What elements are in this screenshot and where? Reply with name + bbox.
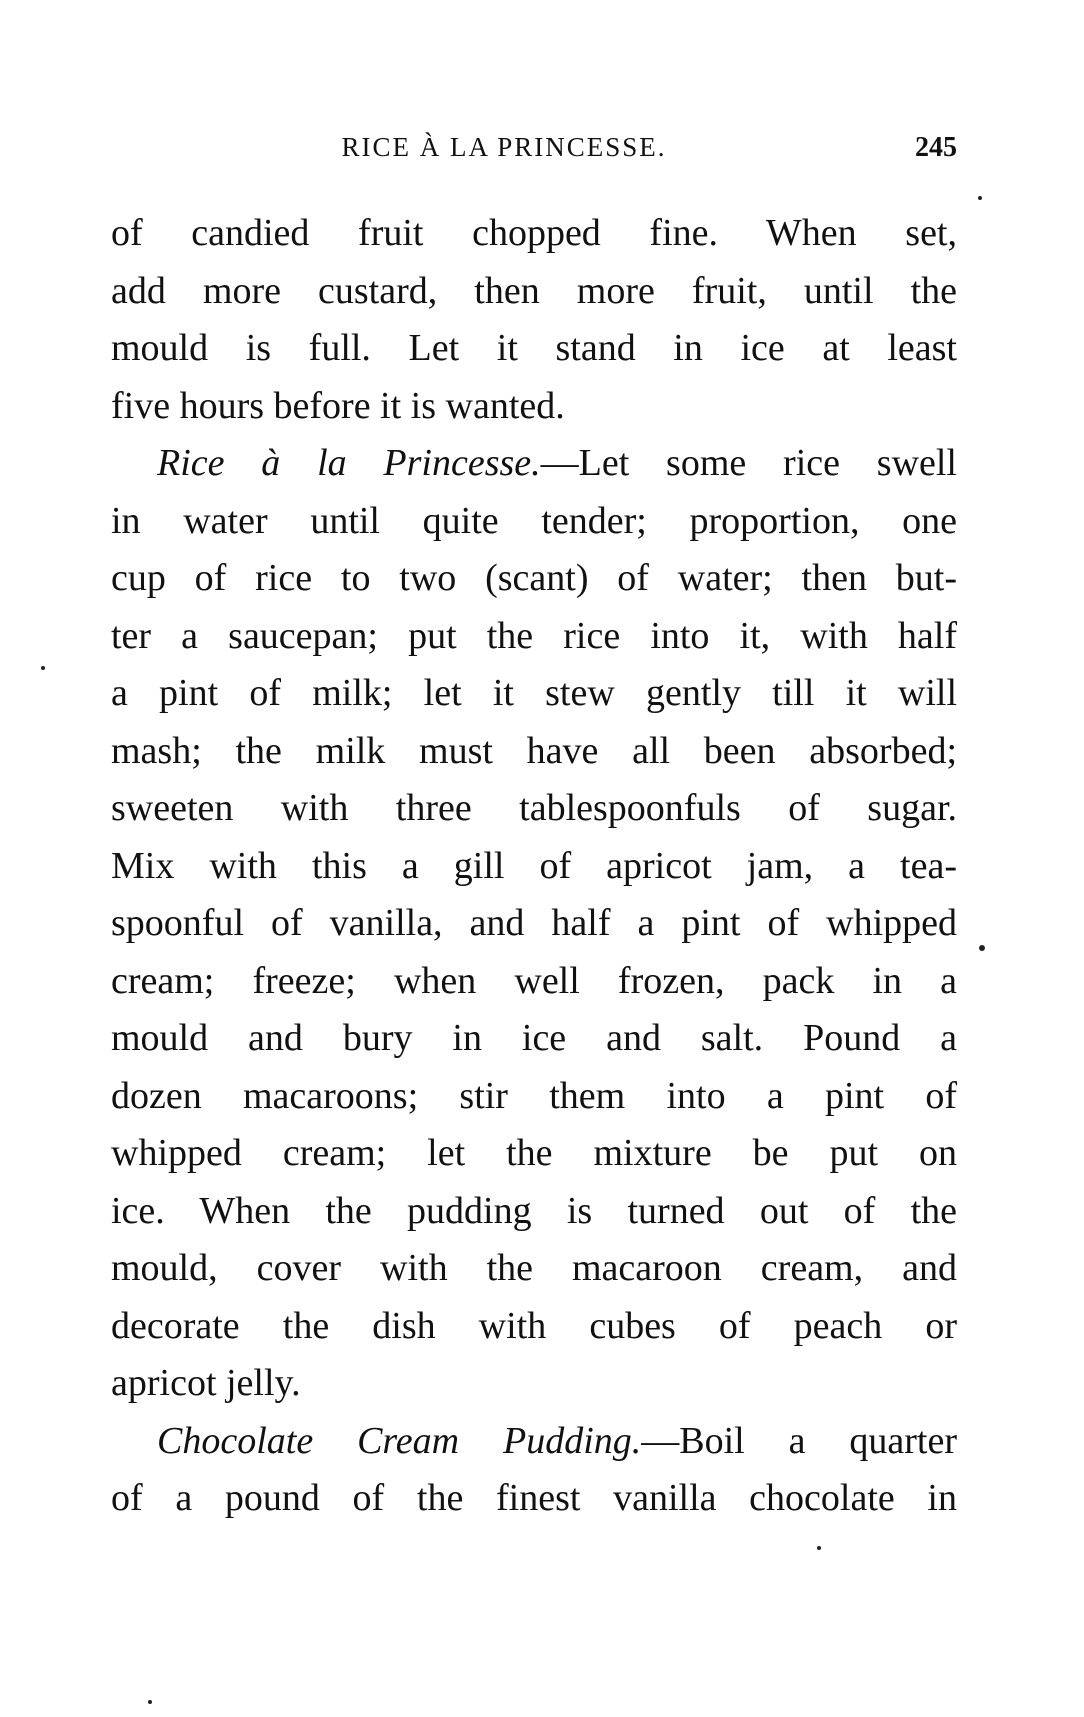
text-line: ter a saucepan; put the rice into it, with half — [111, 614, 957, 657]
text-line: dozen macaroons; stir them into a pint of — [111, 1074, 957, 1117]
text-line: of a pound of the finest vanilla chocolate in — [111, 1477, 957, 1519]
text-line: cup of rice to two (scant) of water; then but- — [111, 557, 957, 599]
text-line: Mix with this a gill of apricot jam, a tea- — [111, 844, 957, 887]
text-line: cream; freeze; when well frozen, pack in a — [111, 959, 957, 1002]
scan-speck — [979, 945, 985, 951]
text-line: of candied fruit chopped fine. When set, — [111, 212, 957, 254]
text-line: mould, cover with the macaroon cream, and — [111, 1247, 957, 1289]
text-line: a pint of milk; let it stew gently till it will — [111, 672, 957, 714]
running-title: RICE À LA PRINCESSE. — [341, 132, 667, 162]
page-header — [111, 132, 957, 172]
text-line: —Boil a quarter — [641, 1419, 957, 1462]
text-line: spoonful of vanilla, and half a pint of whipped — [111, 902, 957, 944]
text-line: whipped cream; let the mixture be put on — [111, 1132, 957, 1174]
text-line: five hours before it is wanted. — [111, 384, 565, 427]
text-line: add more custard, then more fruit, until the — [111, 269, 957, 312]
recipe-title-chocolate: Chocolate Cream Pudding. — [157, 1419, 642, 1462]
scan-speck — [148, 1700, 152, 1704]
recipe-chocolate-first-line — [111, 1413, 957, 1471]
scan-speck — [978, 196, 982, 200]
scan-speck — [817, 1546, 821, 1550]
recipe-rice-first-line — [111, 435, 957, 493]
page-number: 245 — [915, 132, 957, 163]
page-body — [111, 205, 957, 1528]
text-line: sweeten with three tablespoonfuls of sugar. — [111, 787, 957, 829]
text-line: in water until quite tender; proportion, one — [111, 499, 957, 542]
recipe-title-rice: Rice à la Princesse. — [157, 442, 541, 484]
scan-speck — [41, 666, 45, 670]
text-line: decorate the dish with cubes of peach or — [111, 1304, 957, 1347]
text-line: mash; the milk must have all been absorbed; — [111, 729, 957, 772]
text-line: ice. When the pudding is turned out of the — [111, 1189, 957, 1232]
text-line: mould is full. Let it stand in ice at least — [111, 327, 957, 369]
text-line: apricot jelly. — [111, 1362, 301, 1404]
text-line: mould and bury in ice and salt. Pound a — [111, 1017, 957, 1059]
text-line: —Let some rice swell — [540, 442, 957, 484]
